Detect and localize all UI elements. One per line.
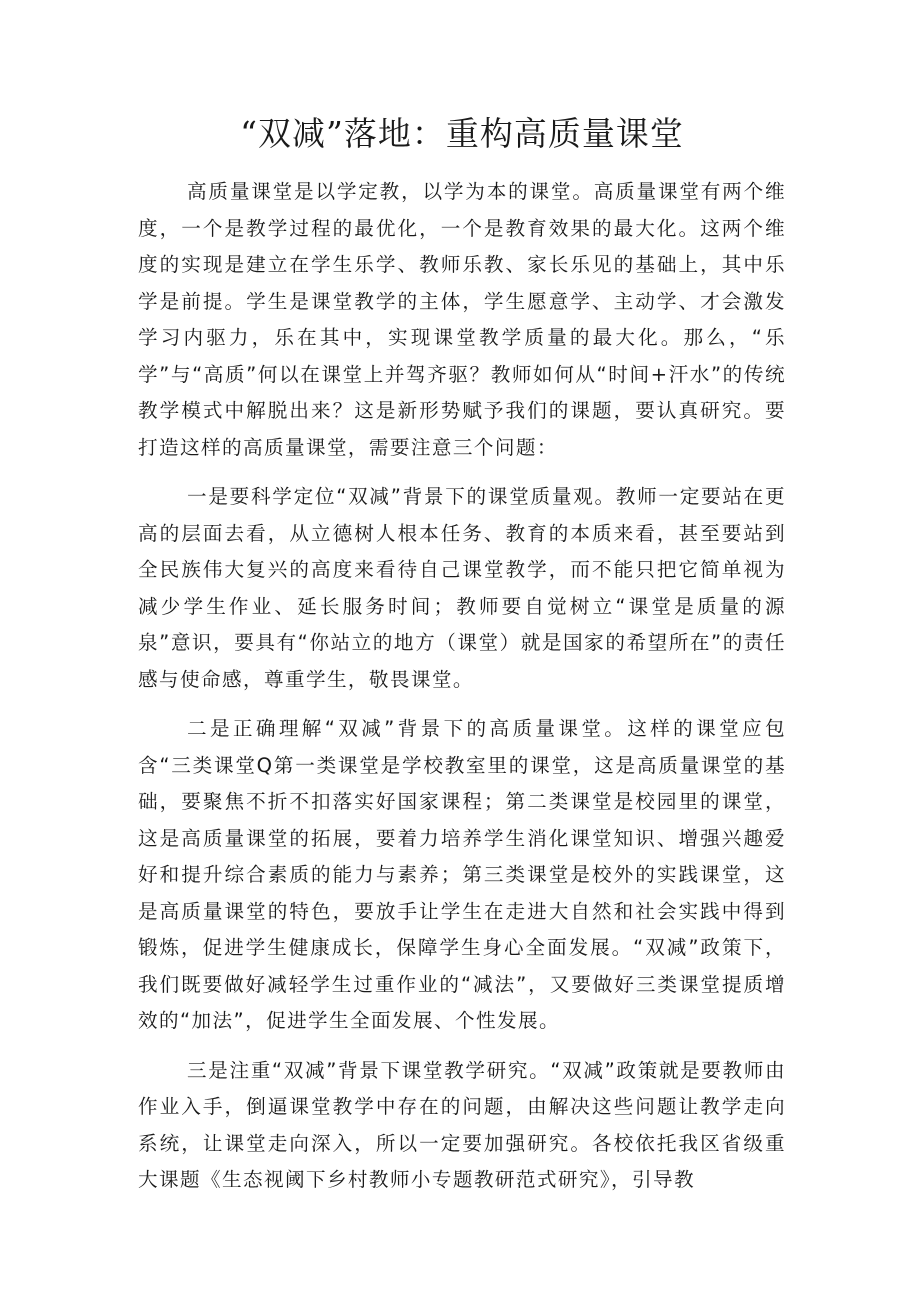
paragraph-intro: 高质量课堂是以学定教，以学为本的课堂。高质量课堂有两个维度，一个是教学过程的最优化，一个是教育效果的最大化。这两个维度的实现是建立在学生乐学、教师乐教、家长乐见的基础上，其中乐学是前提。学生是课堂教学的主体，学生愿意学、主动学、才会激发学习内驱力，乐在其中，实现课堂教学质量的最大化。那么，“乐学”与“高质”何以在课堂上并驾齐驱？教师如何从“时间+汗水”的传统教学模式中解脱出来？这是新形势赋予我们的课题，要认真研究。要打造这样的高质量课堂，需要注意三个问题： (138, 180, 786, 459)
document-title: “双减”落地：重构高质量课堂 (240, 114, 684, 153)
paragraph-point-one: 一是要科学定位“双减”背景下的课堂质量观。教师一定要站在更高的层面去看，从立德树人根本任务、教育的本质来看，甚至要站到全民族伟大复兴的高度来看待自己课堂教学，而不能只把它简单视为减少学生作业、延长服务时间；教师要自觉树立“课堂是质量的源泉”意识，要具有“你站立的地方（课堂）就是国家的希望所在”的责任感与使命感，尊重学生，敬畏课堂。 (138, 485, 786, 691)
paragraph-point-two: 二是正确理解“双减”背景下的高质量课堂。这样的课堂应包含“三类课堂Q第一类课堂是学校教室里的课堂，这是高质量课堂的基础，要聚焦不折不扣落实好国家课程；第二类课堂是校园里的课堂，这是高质量课堂的拓展，要着力培养学生消化课堂知识、增强兴趣爱好和提升综合素质的能力与素养；第三类课堂是校外的实践课堂，这是高质量课堂的特色，要放手让学生在走进大自然和社会实践中得到锻炼，促进学生健康成长，保障学生身心全面发展。“双减”政策下，我们既要做好减轻学生过重作业的“减法”，又要做好三类课堂提质增效的“加法”，促进学生全面发展、个性发展。 (138, 717, 786, 1032)
paragraph-point-three: 三是注重“双减”背景下课堂教学研究。“双减”政策就是要教师由作业入手，倒逼课堂教学中存在的问题，由解决这些问题让教学走向系统，让课堂走向深入，所以一定要加强研究。各校依托我区省级重大课题《生态视阈下乡村教师小专题教研范式研究》，引导教 (138, 1058, 786, 1191)
document-page (138, 108, 786, 1199)
